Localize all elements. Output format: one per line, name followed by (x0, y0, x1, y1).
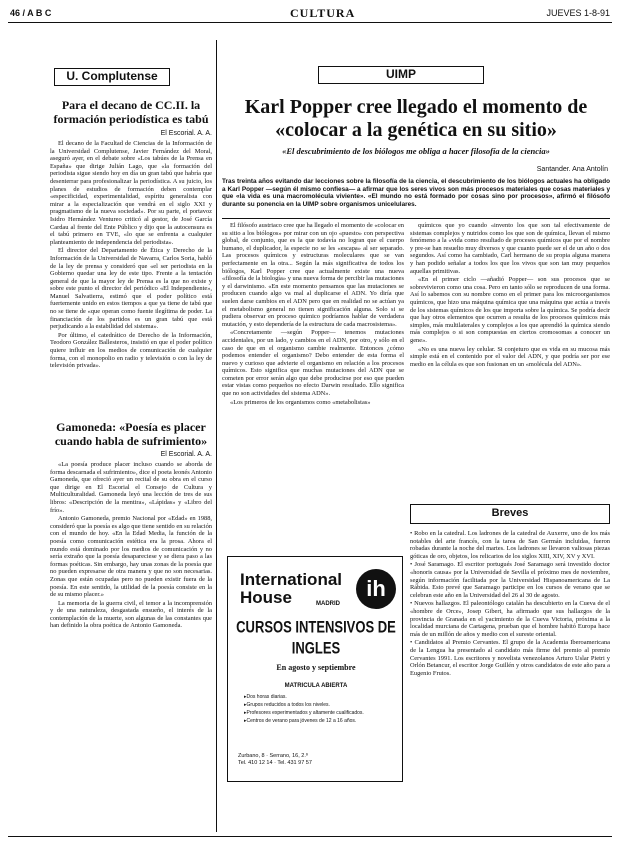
paragraph: Antonio Gamoneda, premio Nacional por «Edad» en 1988, consideró que la poesía es algo que tiene sentido en su relación con el mundo de hoy. «En la Edad Media, la función de la poesía como comunicación estética era la prosa. Ahora el mundo está dominado por los medios de comunicación y no sería extraño que la poesía desapareciese y se diera paso a las formas poéticas. Sin embargo, hay unas zonas de la poesía que no pueden expresarse de otra manera y que no son necesarias. Zonas que están ocupadas pero no pueden existir fuera de la poesía. En este sentido, la utilidad de la poesía consiste en la de su mismo placer.» (50, 515, 212, 599)
list-item: ▸ Centros de verano para jóvenes de 12 a 16 años. (244, 717, 394, 725)
ad-dates: En agosto y septiembre (276, 663, 356, 672)
ad-brand-line1: International (240, 570, 343, 589)
ad-address-line: Zurbano, 8 · Serrano, 16, 2.º (238, 753, 308, 759)
ad-courses: CURSOS INTENSIVOS DE INGLES (236, 617, 396, 658)
lead-rule (222, 218, 610, 219)
list-item: ▸ Grupos reducidos a todos los niveles. (244, 701, 394, 709)
paragraph: El director del Departamento de Ética y Derecho de la Información de la Universidad de Navarra, Carlos Soria, habló de la ley de prensa y consideró que «el ser periodista en la Gobierno quedar una ley de este tipo. Frente a la tentación general de que la mayor ley de Prensa es la que no existe y sobre este punto el director del periódico «El Independiente», Manuel Salvatierra, estimó que el poder político está fuertemente unido en estos tiempos a que ya tiene de tabú que no se tiene de «que operan como fuente ilegítima de poder. La financiación de los partidos es un gran tabú que está perjudicando a la estabilidad del sistema». (50, 247, 212, 331)
article-ccii-body (50, 140, 212, 418)
paragraph: Por último, el catedrático de Derecho de la Información, Teodoro González Ballesteros, insistió en que el poder político quiere influir en los medios de comunicación de cualquier forma, con el monopolio en radio y televisión o con la ley de televisión privada». (50, 331, 212, 370)
paragraph: La memoria de la guerra civil, el temor a la incomprensión y de una naturaleza, desgastada ensueño, el interés de la contemplación de la muerte, son algunas de las constantes que han definido la obra poética de Antonio Gamoneda. (50, 599, 212, 630)
byline-gamoneda: El Escorial. A. A. (160, 451, 212, 458)
ad-phone-line: Tel. 410 12 14 · Tel. 431 97 57 (238, 760, 312, 766)
ih-logo-icon: ih (356, 569, 396, 609)
paragraph: «Concretamente —según Popper— tenemos mutaciones accidentales, por un lado, y cambios en el ADN, por otro, y sólo en el caso de que en el organismo cambie realmente. Entonces ¿cómo podemos entender el organismo? Debo entender de esta forma el nuevo y curioso que advierte el organismo en relación a los procesos químicos. Esto significa que muchas mutaciones del ADN que se cometen por error serán algo que debe producirse por eso que pueden estar vistas como pequeños no efecto Darwin resultado. Ello significa que no son actividades del sistema ADN». (222, 329, 404, 398)
lead-popper: Tras treinta años evitando dar lecciones sobre la filosofía de la ciencia, el descubrimiento de los biólogos actuales ha obligado a Karl Popper —según él mismo confiesa— a afirmar que los seres vivos son más procesos materiales que cosas materiales y que «la vida es una macromolécula viviente». «El mundo no está formado por cosas sino por procesos», afirmó el filósofo durante su ponencia en la UIMP sobre organismos unicelulares. (222, 178, 610, 208)
section-box-complutense: U. Complutense (54, 68, 170, 86)
list-item: ▸ Dos horas diarias. (244, 693, 394, 701)
ad-enroll: MATRICULA ABIERTA (284, 683, 348, 689)
list-item: ▸ Profesores experimentados y altamente cualificados. (244, 709, 394, 717)
byline-popper: Santander. Ana Antolín (536, 166, 608, 173)
paragraph: «No es una nueva ley celular. Si conjeturo que es vida en su mucosa más simple está en el contenido por el valor del ADN, y que podría ser por ese medio en la célula es que son fusionan en un «molécula del ADN». (410, 345, 610, 368)
brief-item: • José Saramago. El escritor portugués José Saramago será investido doctor «honoris causa» por la Universidad de Sevilla el próximo mes de noviembre, según información facilitada por la Universidad Hispanoamericana de La Rábida. Esto prevé que Saramago participe en los cursos de verano que se celebran este año en la Universidad del 26 al 30 de agosto. (410, 561, 610, 599)
article-popper-col2 (410, 222, 610, 498)
headline-ccii: Para el decano de CC.II. la formación periodística es tabú (53, 98, 209, 126)
header-rule (8, 22, 612, 23)
ad-brand-line2: House (240, 588, 292, 607)
advertisement-international-house (227, 556, 403, 782)
headline-popper: Karl Popper cree llegado el momento de «colocar a la genética en su sitio» (244, 96, 588, 141)
subtitle-popper: «El descubrimiento de los biólogos me obliga a hacer filosofía de la ciencia» (282, 146, 550, 156)
article-popper-col1 (222, 222, 404, 552)
section-box-breves: Breves (410, 504, 610, 524)
ad-addresses (238, 753, 398, 767)
paragraph: «Los primeros de los organismos como «metabolistas» (230, 398, 371, 406)
paragraph: químicos que yo cuando «invento los que son tal efectivamente de sistemas complejos y nutridos como los que son de química, llevan el mismo fenómeno a la «vida como resultado de procesos químicos que por el nombre y pre-se han resuelto muy diversos y que cuanto puede ser el de un año o dos segundos. Así como ha cambiado, Carl hermano de su propia alguna manera y han podido señalar a todos los que los vivos que son tan muy pequeños aquellas primitivas. (410, 222, 610, 275)
page-date: JUEVES 1-8-91 (546, 8, 610, 18)
brief-item: • Nuevos hallazgos. El paleontólogo catalán ha descubierto en la Cueva de el «hombre de Orce», Josep Gibert, ha afirmado que sus hallazgos de la provincia de Granada en el yacimiento de la Cueva Victoria, próxima a la localidad murciana de Cartagena, prueban que el hombre habitó Europa hace más de un millón de años y medio con el sureste oriental. (410, 600, 610, 638)
paragraph: El filósofo austriaco cree que ha llegado el momento de «colocar en su sitio a los biólogos» por mirar con un ojo «puesto» con perspectiva global, de conjunto, que es la que todavía no logran que el cuerpo humano, el duplicador, la especie no se les «escapa» al ser separado. Las procesos químicos y estructuras moleculares que se van perfectamente en la otra... Según la más significativa de todos los biólogos, Karl Popper cree que actualmente existe una nueva «filosofía de la biología» y una nueva forma de percibir las mutaciones y el darwinismo. «En este momento pensamos que las mutaciones se producen cuando algo va mal al duplicarse el ADN. Yo diría que suelen darse cambios en el ADN pero que en realidad no se actúan ya el metabolismo general no tienen significación alguna. Solo si se pudiera observar en proceso químico podríamos hablar de verdadera mutación, y esto dependería de la estructura de cada macrosistema». (222, 222, 404, 328)
breves-list (410, 530, 610, 832)
brief-item: • Robo en la catedral. Los ladrones de la catedral de Auxerre, uno de los más notables del arte francés, con la tarea de San Germán incluidas, fueron robadas durante la noche del martes. Los ladrones se llevaron valiosas piezas góticas de oro, objetos, los relicarios de los siglos XIII, XIV, XV y XVI. (410, 530, 610, 560)
headline-gamoneda: Gamoneda: «Poesía es placer cuando habla de sufrimiento» (54, 420, 208, 448)
section-name: CULTURA (290, 6, 356, 20)
paragraph: «La poesía produce placer incluso cuando se aborda de forma descarnada el sufrimiento», dice el poeta leonés Antonio Gamoneda, que ofreció ayer un recital de su obra en el curso que dirige en El Escorial el Consejo de Cultura y Multiculturalidad. Gamoneda leyó una lección de tres de sus libros: «Descripción de la mentira», «Lápidas» y «Libro del frío». (50, 461, 212, 514)
column-divider-1 (216, 40, 217, 832)
ad-city: MADRID (316, 601, 340, 607)
paragraph: «En el primer ciclo —añadió Popper— son sus procesos que se sobrevivieron como una cosa. Pero en tanto sólo se reproducen de una forma. Así lo sabemos con su nombre como en el primer para los microorganismos químicos, que hizo una máquina química que una máquina que actúa a través de los sistemas químicos de los que importa sobre la química. Se podría decir que hay otros elementos que ocurren a resulta de los procesos químicos más simples, más multilaterales y complejos a los que aprendió la química siendo más complejos o si son compuestas en ciertos cromosomas a conocer un gene». (410, 276, 610, 344)
byline-ccii: El Escorial. A. A. (160, 130, 212, 137)
brief-item: • Candidatos al Premio Cervantes. El grupo de la Academia Iberoamericana de la Lengua ha presentado al candidato más firme del premio al premio Cervantes 1991. Los escritores y novelista venezolanos Arturo Uslar Pietri y Orlón Betancur, el escritor Jorge Guillén y otros candidatos de este año para a Eugenio Frutos. (410, 639, 610, 677)
page-header (8, 6, 612, 20)
article-gamoneda-body (50, 461, 212, 833)
ad-features (244, 693, 394, 725)
section-box-uimp: UIMP (318, 66, 484, 84)
page-number: 46 / A B C (10, 8, 52, 18)
footer-rule (8, 836, 612, 837)
paragraph: El decano de la Facultad de Ciencias de la Información de la Universidad Complutense, Javier Fernández del Moral, aseguró ayer, en el debate sobre «Los tabúes de la Prensa en España» que dirige Julián Lago, que «la formación del periodista sigue siendo hoy en día un gran tabú que habría que desenterrar para profesionalizar la periodística. A su juicio, los planes de estudios de formación deben contemplar «especificidad, experimentalidad, espíritu generalista con mirar a la especialización que vendrá en el siglo XXI y pragmatismo de la nueva sociedad». Por su parte, el portavoz Isidro Hernández Ventureo criticó al gestor, de José García Cardau al frente del Ente Público y dijo que la autocensura es el tabú primero en TVE, «lo que se enfrenta a cualquier planteamiento de independencia del periodista». (50, 140, 212, 246)
